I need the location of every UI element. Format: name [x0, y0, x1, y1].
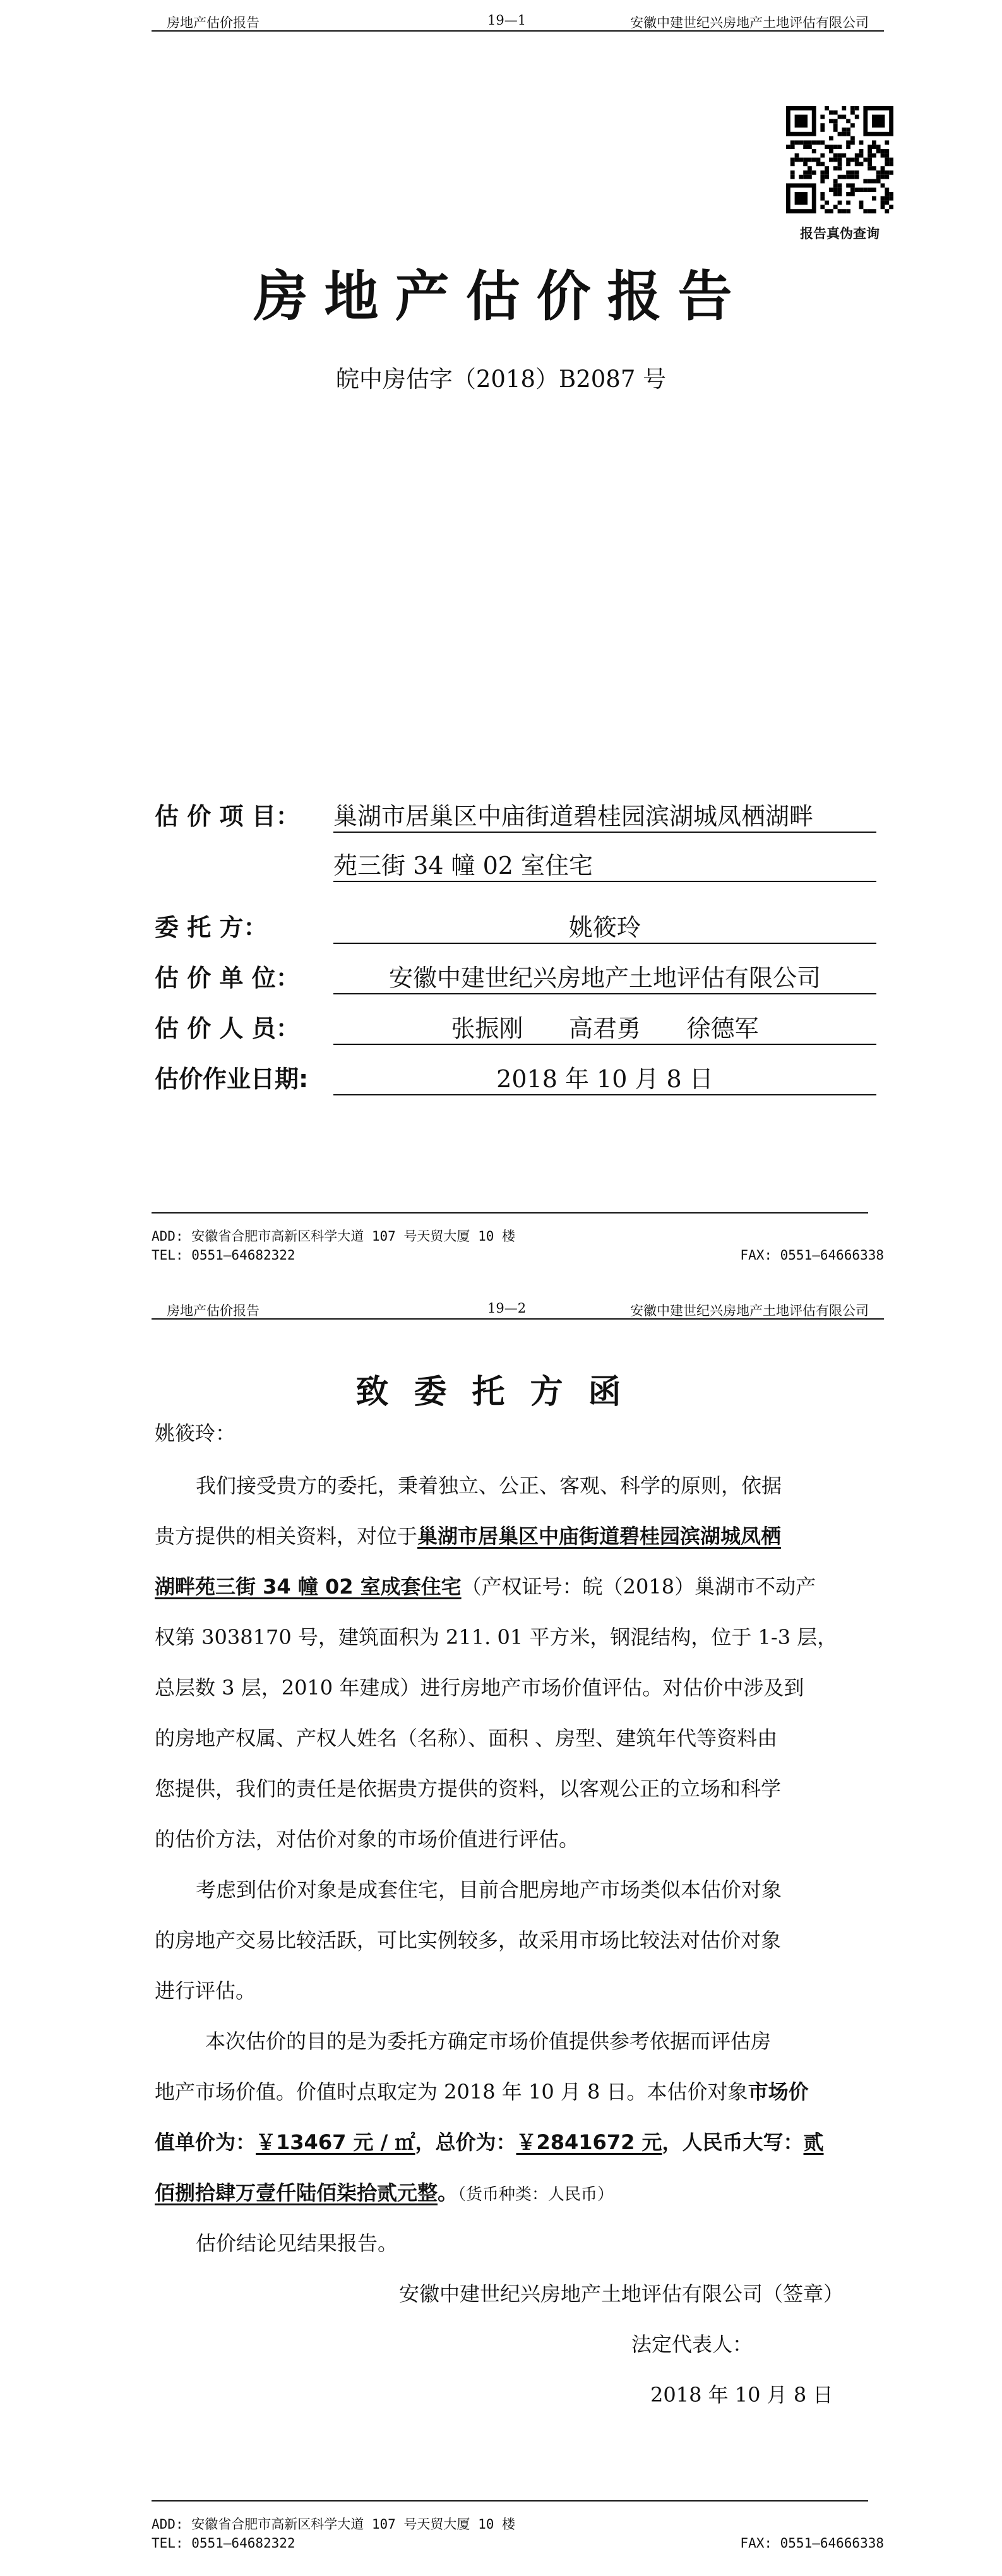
- field-unit-value: 安徽中建世纪兴房地产土地评估有限公司: [333, 958, 876, 994]
- footer-fax: FAX: 0551—64666338: [740, 2536, 884, 2551]
- footer-address: ADD: 安徽省合肥市高新区科学大道 107 号天贸大厦 10 楼: [152, 1229, 516, 1244]
- legal-representative: 法定代表人：: [631, 2332, 753, 2356]
- letter-salutation: 姚筱玲：: [155, 1421, 236, 1445]
- field-project: [155, 797, 300, 832]
- unit-price-value: ￥13467 元 / ㎡: [256, 2130, 415, 2154]
- total-price-value: ￥2841672 元: [516, 2130, 662, 2154]
- footer-tel: TEL: 0551—64682322: [152, 1248, 295, 1263]
- footer-divider: [152, 2500, 868, 2501]
- para2-line1: 考虑到估价对象是成套住宅，目前合肥房地产市场类似本估价对象: [196, 1878, 782, 1902]
- field-unit: [155, 958, 300, 993]
- header-left: 房地产估价报告: [167, 15, 259, 30]
- field-date-label: 估价作业日期:: [155, 1065, 309, 1093]
- total-price-label: ，总价为：: [415, 2130, 516, 2154]
- market-value-label: 市场价: [748, 2080, 809, 2104]
- para3-line3: [155, 2126, 824, 2156]
- header-company: 安徽中建世纪兴房地产土地评估有限公司: [630, 1303, 869, 1318]
- letter-title: 致委托方函: [355, 1373, 647, 1411]
- para2-line2: 的房地产交易比较活跃，可比实例较多，故采用市场比较法对估价对象: [155, 1928, 782, 1952]
- report-title: 房地产估价报告: [253, 265, 749, 328]
- field-project-label: 估 价 项 目：: [155, 802, 300, 830]
- para1-line3-text: （产权证号：皖（2018）巢湖市不动产: [461, 1575, 816, 1599]
- signer: 安徽中建世纪兴房地产土地评估有限公司（签章）: [399, 2282, 844, 2306]
- para1-line1: 我们接受贵方的委托，秉着独立、公正、客观、科学的原则，依据: [196, 1474, 782, 1498]
- rmb-uppercase-part2: 佰捌拾肆万壹仟陆佰柒拾贰元整: [155, 2181, 438, 2205]
- field-client-label: 委 托 方：: [155, 914, 268, 941]
- header-left: 房地产估价报告: [167, 1303, 259, 1318]
- header-page-number: 19—2: [487, 1301, 527, 1316]
- property-address-part1: 巢湖市居巢区中庙街道碧桂园滨湖城凤栖: [417, 1524, 782, 1548]
- footer-fax: FAX: 0551—64666338: [740, 1248, 884, 1263]
- property-address-part2: 湖畔苑三街 34 幢 02 室成套住宅: [155, 1575, 462, 1599]
- qr-caption: 报告真伪查询: [800, 226, 880, 241]
- report-number: 皖中房估字（2018）B2087 号: [335, 366, 667, 393]
- field-staff: [155, 1009, 300, 1044]
- para2-line3: 进行评估。: [155, 1979, 256, 2003]
- para4: 估价结论见结果报告。: [196, 2231, 398, 2255]
- para1-line5: 总层数 3 层，2010 年建成）进行房地产市场价值评估。对估价中涉及到: [155, 1676, 804, 1700]
- para3-line2-text: 地产市场价值。价值时点取定为 2018 年 10 月 8 日。本估价对象: [155, 2080, 748, 2104]
- para1-line3: [155, 1571, 816, 1600]
- page-header: [152, 1297, 884, 1320]
- letter-date: 2018 年 10 月 8 日: [650, 2383, 833, 2407]
- unit-price-label: 值单价为：: [155, 2130, 256, 2154]
- para1-line2: [155, 1520, 781, 1549]
- footer-address: ADD: 安徽省合肥市高新区科学大道 107 号天贸大厦 10 楼: [152, 2517, 516, 2532]
- field-date-value: 2018 年 10 月 8 日: [333, 1059, 876, 1095]
- period: 。: [438, 2181, 458, 2205]
- para1-line6: 的房地产权属、产权人姓名（名称）、面积 、房型、建筑年代等资料由: [155, 1726, 778, 1750]
- para1-line2-text: 贵方提供的相关资料，对位于: [155, 1524, 418, 1548]
- letter-page: [0, 1288, 1002, 2576]
- para3-line4: [155, 2177, 614, 2206]
- header-page-number: 19—1: [487, 13, 527, 28]
- field-unit-label: 估 价 单 位：: [155, 964, 300, 992]
- para3-line1: 本次估价的目的是为委托方确定市场价值提供参考依据而评估房: [205, 2029, 772, 2053]
- rmb-uppercase-part1: 贰: [803, 2130, 824, 2154]
- field-staff-value: 张振刚 高君勇 徐德军: [333, 1009, 876, 1045]
- para3-line2: [155, 2076, 809, 2105]
- verification-qr-code-icon[interactable]: [786, 106, 893, 213]
- field-staff-label: 估 价 人 员：: [155, 1015, 300, 1042]
- field-project-value-1: 巢湖市居巢区中庙街道碧桂园滨湖城凤栖湖畔: [333, 797, 876, 833]
- footer-divider: [152, 1212, 868, 1213]
- field-project-value-2: 苑三街 34 幢 02 室住宅: [333, 846, 876, 882]
- field-client: [155, 908, 267, 943]
- page-header: [152, 9, 884, 32]
- rmb-uppercase-label: ，人民币大写：: [662, 2130, 804, 2154]
- field-client-value: 姚筱玲: [333, 908, 876, 944]
- para1-line7: 您提供，我们的责任是依据贵方提供的资料，以客观公正的立场和科学: [155, 1777, 782, 1801]
- para1-line4: 权第 3038170 号，建筑面积为 211. 01 平方米，钢混结构，位于 1-3 层，: [155, 1625, 838, 1649]
- para1-line8: 的估价方法，对估价对象的市场价值进行评估。: [155, 1827, 580, 1851]
- field-date: [155, 1059, 308, 1094]
- footer-tel: TEL: 0551—64682322: [152, 2536, 295, 2551]
- currency-note: （货币种类：人民币）: [458, 2185, 614, 2204]
- header-company: 安徽中建世纪兴房地产土地评估有限公司: [630, 15, 869, 30]
